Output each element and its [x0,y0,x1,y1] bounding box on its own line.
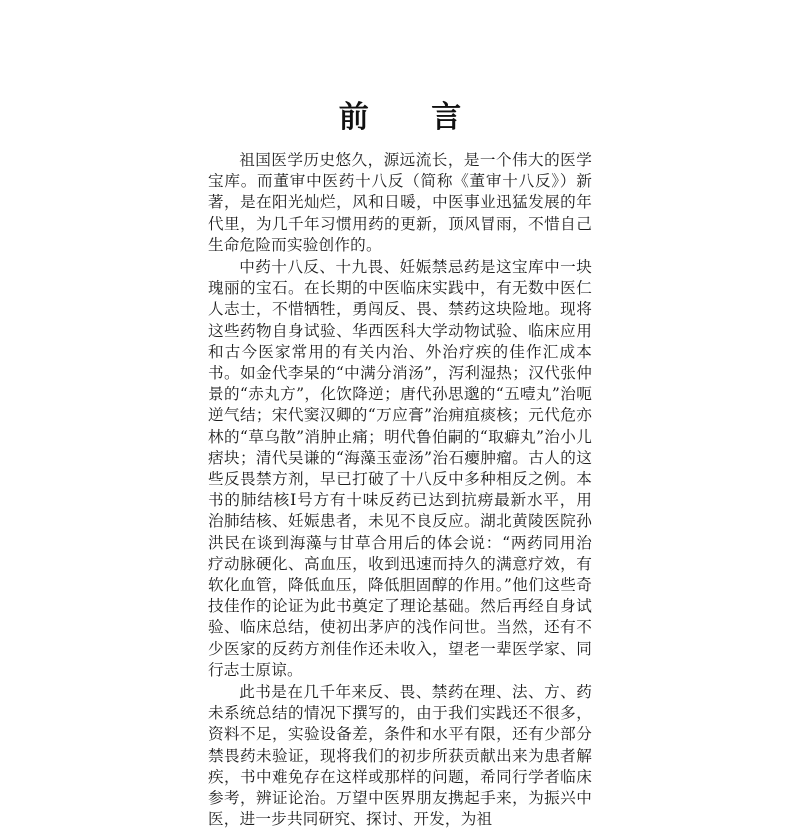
page-title: 前 言 [338,100,488,135]
body-text [208,150,592,831]
paragraph-1: 祖国医学历史悠久，源远流长，是一个伟大的医学宝库。而董审中医药十八反（简称《董审十八反》）新著，是在阳光灿烂，风和日暖，中医事业迅猛发展的年代里，为几千年习惯用药的更新，顶风冒雨，不惜自己生命危险而实验创作的。 [208,151,592,254]
paragraph-2: 中药十八反、十九畏、妊娠禁忌药是这宝库中一块瑰丽的宝石。在长期的中医临床实践中，有无数中医仁人志士，不惜牺牲，勇闯反、畏、禁药这块险地。现将这些药物自身试验、华西医科大学动物试验、临床应用和古今医家常用的有关内治、外治疗疾的佳作汇成本书。如金代李杲的“中满分消汤”，泻利湿热；汉代张仲景的“赤丸方”，化饮降逆；唐代孙思邈的“五噎丸”治呃逆气结；宋代窦汉卿的“万应膏”治痈疽痰核；元代危亦林的“草乌散”消肿止痛；明代鲁伯嗣的“取癖丸”治小儿痞块；清代吴谦的“海藻玉壶汤”治石瘿肿瘤。古人的这些反畏禁方剂，早已打破了十八反中多种相反之例。本书的肺结核Ⅰ号方有十味反药已达到抗痨最新水平，用治肺结核、妊娠患者，未见不良反应。湖北黄陵医院孙洪民在谈到海藻与甘草合用后的体会说：“两药同用治疗动脉硬化、高血压，收到迅速而持久的满意疗效，有软化血管，降低血压，降低胆固醇的作用。”他们这些奇技佳作的论证为此书奠定了理论基础。然后再经自身试验、临床总结，使初出茅庐的浅作问世。当然，还有不少医家的反药方剂佳作还未收入，望老一辈医学家、同行志士原谅。 [208,258,592,679]
paragraph-3: 此书是在几千年来反、畏、禁药在理、法、方、药未系统总结的情况下撰写的，由于我们实践还不很多，资料不足，实验设备差，条件和水平有限，还有少部分禁畏药未验证，现将我们的初步所获贡献出来为患者解疾，书中难免存在这样或那样的问题，希同行学者临床参考，辨证论治。万望中医界朋友携起手来，为振兴中医，进一步共同研究、探讨、开发，为祖 [208,683,592,829]
